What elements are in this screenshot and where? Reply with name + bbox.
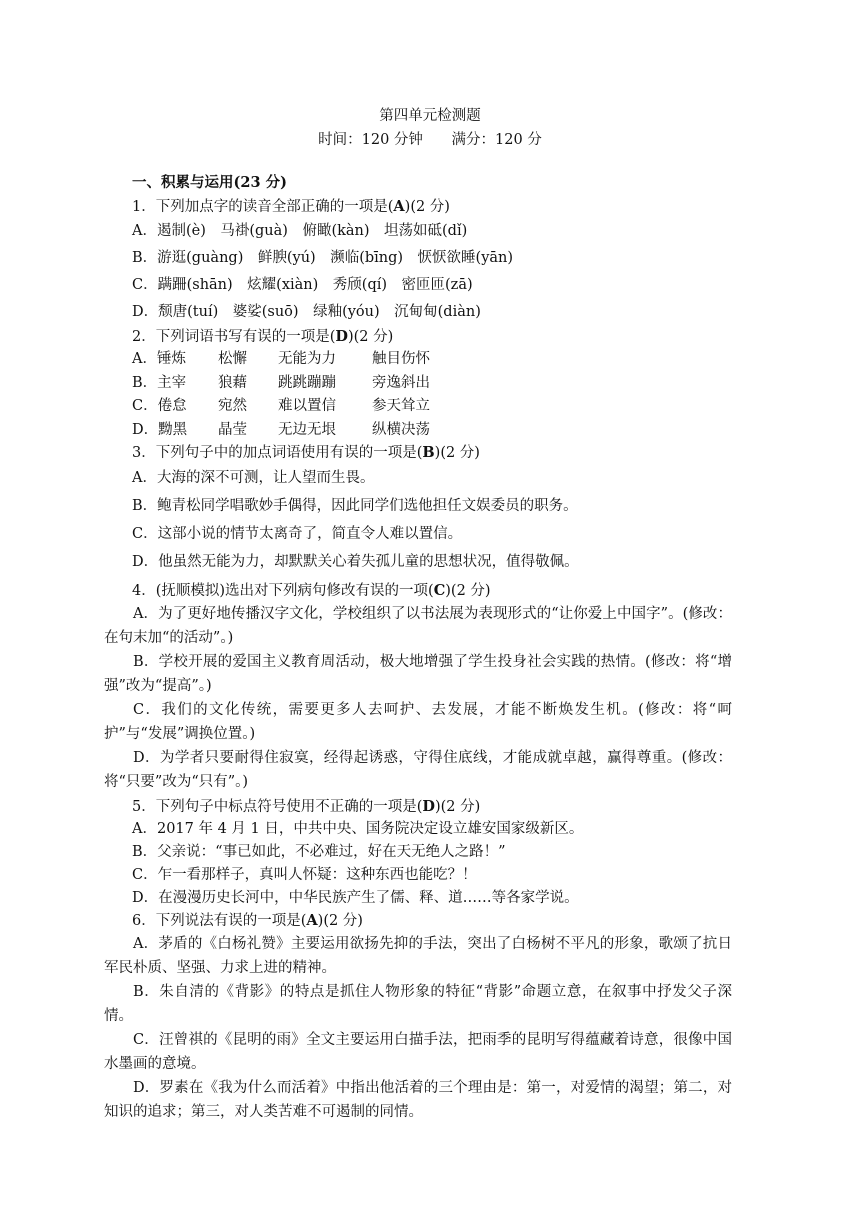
option-line: A．大海的深不可测，让人望而生畏。 [132,470,375,486]
question-stem: 4．(抚顺模拟)选出对下列病句修改有误的一项( [132,583,434,599]
option-word: 旁逸斜出 [372,374,430,391]
section-heading: 一、积累与运用(23 分) [132,174,287,191]
option-word: 狼藉 [218,374,247,391]
option-line: B．父亲说：“事已如此，不必难过，好在天无绝人之路！” [132,844,506,860]
question-2 [132,326,732,348]
exam-time: 时间：120 分钟 [318,132,423,148]
question-stem: 2．下列词语书写有误的一项是( [132,329,336,345]
question-score: )(2 分) [445,583,491,599]
option-paragraph: A．茅盾的《白杨礼赞》主要运用欲扬先抑的手法，突出了白杨树不平凡的形象，歌颂了抗日军民朴质、坚强、力求上进的精神。 [104,936,732,976]
answer-letter: D [422,798,435,815]
option-word: 无能为力 [278,351,336,367]
option-line: C．这部小说的情节太离奇了，简直令人难以置信。 [132,526,463,542]
option-line: C．蹒跚(shān) 炫耀(xiàn) 秀颀(qí) 密匝匝(zā) [132,277,473,293]
question-5 [132,796,732,818]
option-row [132,395,732,419]
option-line: C．乍一看那样子，真叫人怀疑：这种东西也能吃？！ [132,867,477,883]
exam-score: 满分：120 分 [451,132,542,148]
option-word: 纵横决荡 [372,421,430,438]
exam-meta [0,128,860,149]
option-word: C．倦怠 [132,398,187,414]
option-line: D．他虽然无能为力，却默默关心着失孤儿童的思想状况，值得敬佩。 [132,554,579,570]
answer-letter: A [306,912,318,929]
answer-letter: B [422,444,435,461]
question-4 [132,580,732,602]
option-line: B．鲍青松同学唱歌妙手偶得，因此同学们选他担任文娱委员的职务。 [132,498,578,514]
question-1 [132,196,732,218]
option-word: D．黝黑 [132,421,188,438]
option-paragraph: D．为学者只要耐得住寂寞，经得起诱惑，守得住底线，才能成就卓越，赢得尊重。(修改：将“只要”改为“只有”。) [104,750,732,790]
question-score: )(2 分) [404,199,450,215]
question-6 [132,910,732,932]
option-paragraph: C．汪曾祺的《昆明的雨》全文主要运用白描手法，把雨季的昆明写得蕴藏着诗意，很像中国水墨画的意境。 [104,1032,732,1072]
option-line: D．在漫漫历史长河中，中华民族产生了儒、释、道……等各家学说。 [132,890,579,906]
option-row [132,348,732,372]
option-row [132,419,732,443]
question-score: )(2 分) [347,329,394,345]
option-word: 晶莹 [218,421,247,438]
answer-letter: C [433,582,446,599]
answer-letter: D [335,328,348,345]
page-title: 第四单元检测题 [379,108,481,124]
option-line: A．2017 年 4 月 1 日，中共中央、国务院决定设立雄安国家级新区。 [132,821,584,837]
option-row [132,372,732,396]
option-line: A．遏制(è) 马褂(guà) 俯瞰(kàn) 坦荡如砥(dǐ) [132,223,468,239]
option-paragraph: B．朱自清的《背影》的特点是抓住人物形象的特征“背影”命题立意，在叙事中抒发父子深情。 [104,984,732,1024]
option-word: 松懈 [218,351,247,367]
option-paragraph: B．学校开展的爱国主义教育周活动，极大地增强了学生投身社会实践的热情。(修改：将“增强”改为“提高”。) [104,654,732,694]
option-word: B．主宰 [132,374,187,391]
option-word: 无边无垠 [278,421,336,438]
question-stem: 1．下列加点字的读音全部正确的一项是( [132,199,394,215]
question-3 [132,442,732,464]
question-score: )(2 分) [434,799,481,815]
option-word: 难以置信 [278,398,336,414]
answer-letter: A [393,198,405,215]
option-paragraph: A．为了更好地传播汉字文化，学校组织了以书法展为表现形式的“让你爱上中国字”。(修改：在句末加“的活动”。) [104,606,732,646]
exam-content [104,172,732,1124]
option-word: A．锤炼 [132,351,186,367]
question-stem: 6．下列说法有误的一项是( [132,913,307,929]
option-word: 跳跳蹦蹦 [278,374,336,391]
option-paragraph: C．我们的文化传统，需要更多人去呵护、去发展，才能不断焕发生机。(修改：将“呵护”与“发展”调换位置。) [104,702,732,742]
question-score: )(2 分) [434,445,480,461]
option-line: D．颓唐(tuí) 婆娑(suō) 绿釉(yóu) 沉甸甸(diàn) [132,304,481,320]
question-stem: 3．下列句子中的加点词语使用有误的一项是( [132,445,423,461]
question-stem: 5．下列句子中标点符号使用不正确的一项是( [132,799,423,815]
option-word: 宛然 [218,398,247,414]
option-paragraph: D．罗素在《我为什么而活着》中指出他活着的三个理由是：第一，对爱情的渴望；第二，对知识的追求；第三，对人类苦难不可遏制的同情。 [104,1080,732,1120]
option-word: 触目伤怀 [372,351,430,367]
question-score: )(2 分) [317,913,363,929]
option-word: 参天耸立 [372,398,430,414]
option-line: B．游逛(guàng) 鲜腴(yú) 濒临(bīng) 恹恹欲睡(yān) [132,250,514,266]
